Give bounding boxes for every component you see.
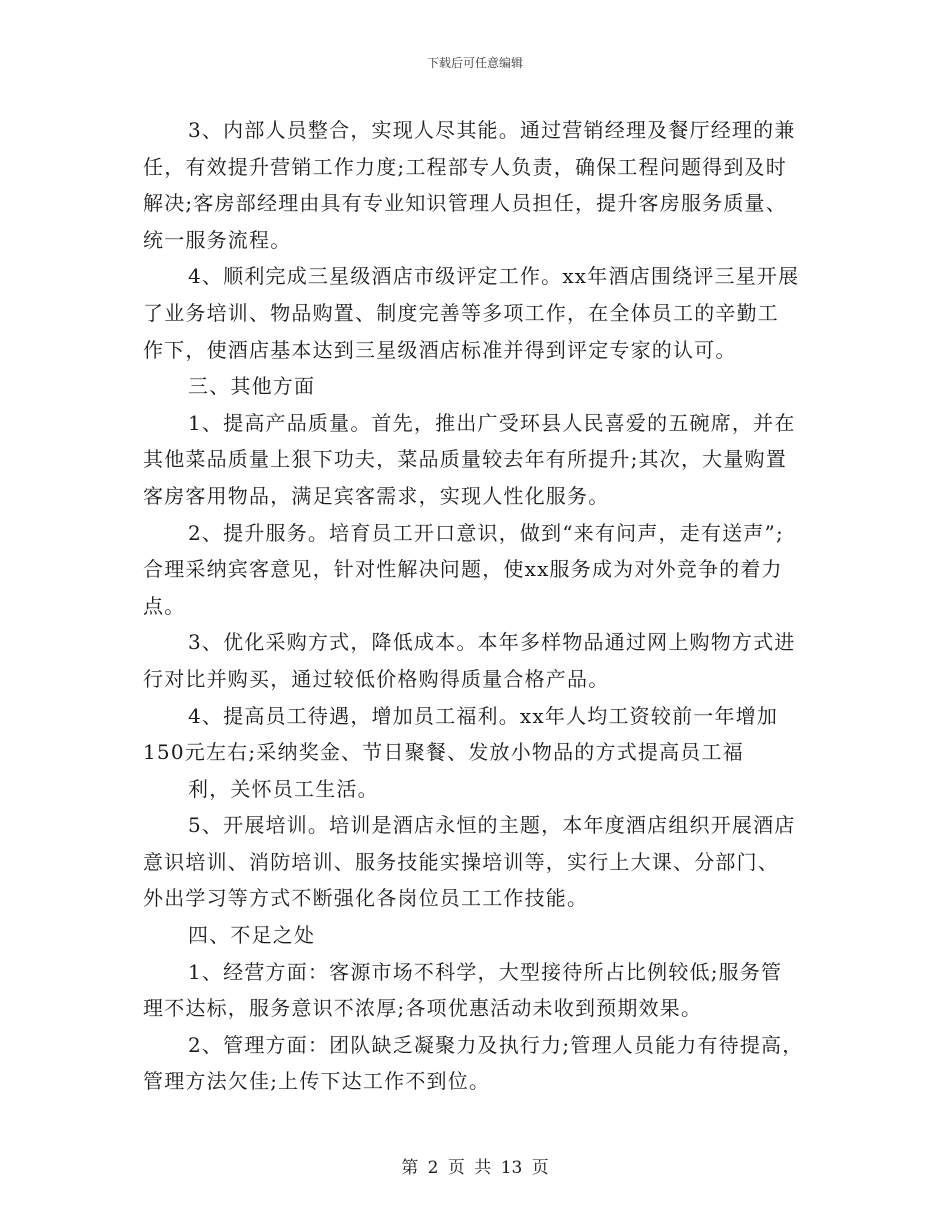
text-line: 统一服务流程。 bbox=[143, 227, 292, 252]
text-line: 客房客用物品，满足宾客需求，实现人性化服务。 bbox=[143, 483, 610, 508]
page-footer: 第 2 页 共 13 页 bbox=[401, 1158, 549, 1178]
text-line: 行对比并购买，通过较低价格购得质量合格产品。 bbox=[143, 666, 610, 691]
text-line: 外出学习等方式不断强化各岗位员工工作技能。 bbox=[143, 886, 589, 911]
section-heading: 四、不足之处 bbox=[188, 923, 316, 948]
text-line: 合理采纳宾客意见，针对性解决问题，使xx服务成为对外竞争的着力 bbox=[143, 557, 783, 582]
page-header: 下载后可任意编辑 bbox=[426, 56, 523, 70]
text-line: 意识培训、消防培训、服务技能实操培训等，实行上大课、分部门、 bbox=[143, 849, 779, 874]
text-line: 利，关怀员工生活。 bbox=[188, 776, 379, 801]
text-line: 150元左右;采纳奖金、节日聚餐、发放小物品的方式提高员工福 bbox=[143, 740, 744, 765]
section-heading: 三、其他方面 bbox=[188, 374, 316, 399]
text-line: 解决;客房部经理由具有专业知识管理人员担任，提升客房服务质量、 bbox=[143, 191, 787, 216]
document-body bbox=[143, 112, 807, 1100]
text-line: 1、经营方面：客源市场不科学，大型接待所占比例较低;服务管 bbox=[188, 959, 783, 984]
text-line: 管理方法欠佳;上传下达工作不到位。 bbox=[143, 1069, 491, 1094]
text-line: 作下，使酒店基本达到三星级酒店标准并得到评定专家的认可。 bbox=[143, 337, 737, 362]
text-line: 5、开展培训。培训是酒店永恒的主题，本年度酒店组织开展酒店 bbox=[188, 813, 796, 838]
text-line: 1、提高产品质量。首先，推出广受环县人民喜爱的五碗席，并在 bbox=[188, 410, 796, 435]
text-line: 了业务培训、物品购置、制度完善等多项工作，在全体员工的辛勤工 bbox=[143, 300, 779, 325]
text-line: 3、内部人员整合，实现人尽其能。通过营销经理及餐厅经理的兼 bbox=[188, 118, 796, 142]
text-line: 4、顺利完成三星级酒店市级评定工作。xx年酒店围绕评三星开展 bbox=[188, 264, 800, 289]
text-line: 2、提升服务。培育员工开口意识，做到“来有问声，走有送声”; bbox=[188, 520, 784, 545]
text-line: 4、提高员工待遇，增加员工福利。xx年人均工资较前一年增加 bbox=[188, 703, 779, 728]
text-line: 理不达标，服务意识不浓厚;各项优惠活动未收到预期效果。 bbox=[143, 996, 703, 1021]
text-line: 2、管理方面：团队缺乏凝聚力及执行力;管理人员能力有待提高， bbox=[188, 1032, 804, 1057]
text-line: 3、优化采购方式，降低成本。本年多样物品通过网上购物方式进 bbox=[188, 630, 796, 655]
text-line: 点。 bbox=[143, 593, 186, 618]
text-line: 其他菜品质量上狠下功夫，菜品质量较去年有所提升;其次，大量购置 bbox=[143, 447, 787, 472]
text-line: 任，有效提升营销工作力度;工程部专人负责，确保工程问题得到及时 bbox=[143, 154, 787, 179]
